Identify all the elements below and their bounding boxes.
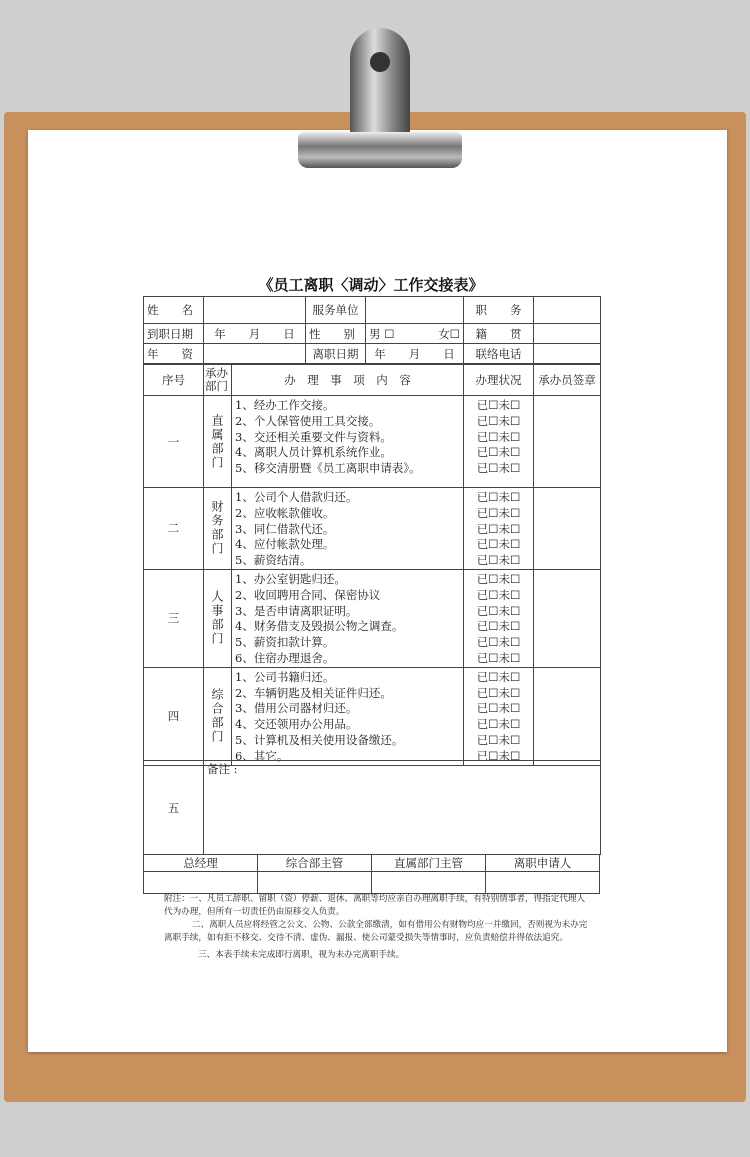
sig-label-applicant: 离职申请人 [486, 855, 600, 872]
section-row [144, 488, 601, 570]
task-item: 1、办公室钥匙归还。 [235, 571, 346, 586]
status-checkbox[interactable]: 已☐未☐ [476, 537, 521, 552]
clip-base [298, 132, 462, 168]
sign-field[interactable] [534, 569, 601, 667]
task-item: 2、个人保管使用工具交接。 [235, 413, 381, 428]
section-no: 三 [144, 569, 204, 667]
remarks-label: 备注 : [207, 762, 238, 776]
status-checkbox[interactable]: 已☐未☐ [476, 748, 521, 763]
leave-date-label: 离职日期 [306, 344, 366, 364]
task-item: 2、应收帐款催收。 [235, 505, 335, 520]
section-dept: 人事部门 [210, 590, 224, 647]
task-item: 3、是否申请离职证明。 [235, 603, 358, 618]
status-checkbox[interactable]: 已☐未☐ [476, 490, 521, 504]
task-item: 6、其它。 [235, 748, 289, 763]
sign-field[interactable] [534, 488, 601, 570]
task-item: 5、薪资结清。 [235, 553, 312, 568]
sign-field[interactable] [534, 667, 601, 765]
position-label: 职 务 [464, 297, 534, 324]
status-checkbox[interactable]: 已☐未☐ [476, 669, 521, 684]
male-checkbox[interactable]: 男 ☐ [369, 326, 395, 341]
status-checkbox[interactable]: 已☐未☐ [476, 461, 521, 476]
status-checkbox[interactable]: 已☐未☐ [476, 553, 521, 568]
sig-field-direct[interactable] [372, 872, 486, 894]
status-checkbox[interactable]: 已☐未☐ [476, 521, 521, 536]
unit-field[interactable] [366, 297, 464, 324]
task-item: 1、公司书籍归还。 [235, 669, 335, 684]
native-field[interactable] [534, 324, 601, 344]
phone-field[interactable] [534, 344, 601, 364]
status-checkbox[interactable]: 已☐未☐ [476, 505, 521, 520]
form-title: 《员工离职〈调动〉工作交接表》 [258, 276, 484, 294]
status-checkbox[interactable]: 已☐未☐ [476, 429, 521, 444]
status-checkbox[interactable]: 已☐未☐ [476, 635, 521, 650]
notes [164, 893, 590, 962]
section-row [144, 667, 601, 765]
header-sign: 承办员签章 [534, 365, 601, 396]
unit-label: 服务单位 [306, 297, 366, 324]
status-checkbox[interactable]: 已☐未☐ [476, 650, 521, 665]
task-item: 2、收回聘用合同、保密协议 [235, 587, 381, 602]
section-row [144, 396, 601, 488]
clip-hole [370, 52, 390, 72]
task-item: 1、公司个人借款归还。 [235, 490, 358, 504]
task-item: 3、借用公司器材归还。 [235, 701, 358, 716]
sig-field-gm[interactable] [144, 872, 258, 894]
task-item: 3、交还相关重要文件与资料。 [235, 429, 392, 444]
gender-field[interactable] [366, 324, 464, 344]
section-dept: 综合部门 [210, 688, 224, 745]
info-table [143, 296, 601, 364]
task-item: 3、同仁借款代还。 [235, 521, 335, 536]
section-no: 二 [144, 488, 204, 570]
header-content: 办 理 事 项 内 容 [232, 365, 464, 396]
task-item: 6、住宿办理退舍。 [235, 650, 335, 665]
leave-date-field[interactable]: 年 月 日 [366, 344, 464, 364]
position-field[interactable] [534, 297, 601, 324]
status-checkbox[interactable]: 已☐未☐ [476, 603, 521, 618]
task-item: 5、计算机及相关使用设备缴还。 [235, 732, 404, 747]
note-1: 附注：一、凡员工辞职、留职（资）停薪、退休、离职等均应亲自办理离职手续，有特别情事者，得指定代理人代为办理，但所有一切责任仍由原移交人负责。 [164, 894, 586, 917]
section-row [144, 569, 601, 667]
header-no: 序号 [144, 365, 204, 396]
task-item: 5、薪资扣款计算。 [235, 635, 335, 650]
seniority-field[interactable] [204, 344, 306, 364]
name-field[interactable] [204, 297, 306, 324]
sign-field[interactable] [534, 396, 601, 488]
status-checkbox[interactable]: 已☐未☐ [476, 701, 521, 716]
join-date-label: 到职日期 [144, 324, 204, 344]
task-item: 4、离职人员计算机系统作业。 [235, 445, 392, 460]
join-date-field[interactable]: 年 月 日 [204, 324, 306, 344]
name-label: 姓 名 [144, 297, 204, 324]
remarks-no: 五 [144, 761, 204, 855]
task-item: 1、经办工作交接。 [235, 398, 335, 412]
sig-label-direct: 直属部门主管 [372, 855, 486, 872]
task-item: 4、交还领用办公用品。 [235, 717, 358, 732]
status-checkbox[interactable]: 已☐未☐ [476, 717, 521, 732]
section-dept: 财务部门 [210, 500, 224, 557]
section-no: 一 [144, 396, 204, 488]
header-status: 办理状况 [464, 365, 534, 396]
section-dept: 直属部门 [210, 413, 224, 470]
status-checkbox[interactable]: 已☐未☐ [476, 732, 521, 747]
status-checkbox[interactable]: 已☐未☐ [476, 587, 521, 602]
status-checkbox[interactable]: 已☐未☐ [476, 619, 521, 634]
status-checkbox[interactable]: 已☐未☐ [476, 685, 521, 700]
seniority-label: 年 资 [144, 344, 204, 364]
section-no: 四 [144, 667, 204, 765]
task-item: 5、移交清册暨《员工离职申请表》。 [235, 461, 421, 476]
phone-label: 联络电话 [464, 344, 534, 364]
status-checkbox[interactable]: 已☐未☐ [476, 413, 521, 428]
items-table [143, 364, 601, 766]
status-checkbox[interactable]: 已☐未☐ [476, 571, 521, 586]
task-item: 4、财务借支及毁损公物之调查。 [235, 619, 404, 634]
native-label: 籍 贯 [464, 324, 534, 344]
sig-field-applicant[interactable] [486, 872, 600, 894]
note-3: 三、本表手续未完成即行离职，视为未办完离职手续。 [198, 950, 405, 960]
female-checkbox[interactable]: 女☐ [438, 326, 460, 341]
task-item: 4、应付帐款处理。 [235, 537, 335, 552]
header-dept: 承办部门 [204, 365, 232, 396]
note-2: 二、离职人员应将经管之公文、公物、公款全部缴清，如有借用公有财物均应一并缴回，否则视为未办完离职手续，如有拒不移交、交待不清、虚伪、漏报、使公司蒙受损失等情事时，应负责赔偿并得依法追究。 [164, 920, 588, 943]
signature-table [143, 854, 600, 894]
sig-label-admin: 综合部主管 [258, 855, 372, 872]
clip-icon [350, 28, 410, 138]
status-checkbox[interactable]: 已☐未☐ [476, 398, 521, 412]
sig-label-gm: 总经理 [144, 855, 258, 872]
sig-field-admin[interactable] [258, 872, 372, 894]
remarks-field[interactable] [204, 761, 601, 855]
status-checkbox[interactable]: 已☐未☐ [476, 445, 521, 460]
remarks-table [143, 760, 601, 855]
task-item: 2、车辆钥匙及相关证件归还。 [235, 685, 392, 700]
gender-label: 性 别 [306, 324, 366, 344]
